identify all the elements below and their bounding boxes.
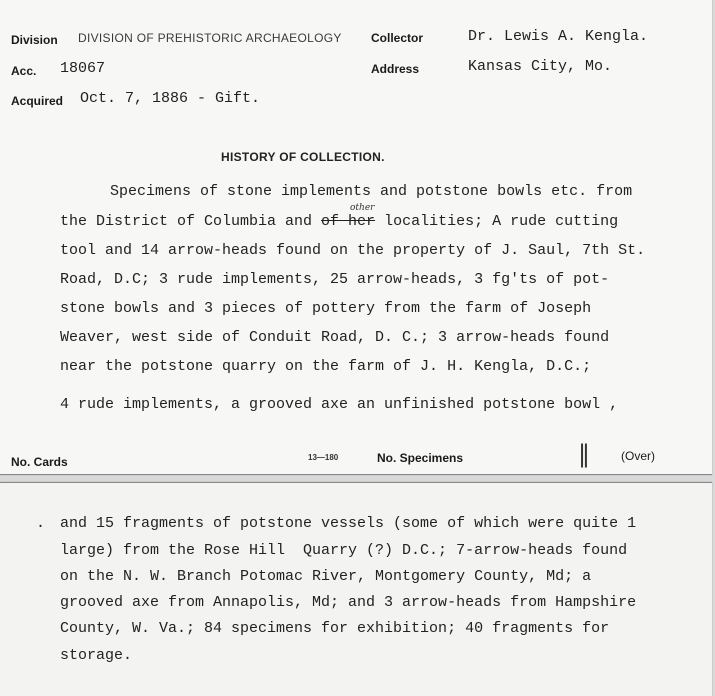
no-specimens-label: No. Specimens <box>377 451 464 465</box>
back-line-6: storage. <box>60 647 133 664</box>
history-line-6: Weaver, west side of Conduit Road, D. C.; 3 arrow-heads found <box>60 329 610 346</box>
bullet-dot: . <box>36 515 46 532</box>
back-line-2: large) from the Rose Hill Quarry (?) D.C.; 7-arrow-heads found <box>60 542 628 559</box>
history-line-4: Road, D.C; 3 rude implements, 25 arrow-heads, 3 fg'ts of pot- <box>60 271 610 288</box>
catalog-card-back <box>0 482 712 696</box>
division-value: DIVISION OF PREHISTORIC ARCHAEOLOGY <box>78 31 342 45</box>
pencil-mark-icon: ‖ <box>578 440 590 468</box>
back-line-5: County, W. Va.; 84 specimens for exhibition; 40 fragments for <box>60 620 610 637</box>
history-line-5: stone bowls and 3 pieces of pottery from the farm of Joseph <box>60 300 592 317</box>
history-line-1: Specimens of stone implements and potstone bowls etc. from <box>110 183 633 200</box>
back-line-4: grooved axe from Annapolis, Md; and 3 arrow-heads from Hampshire <box>60 594 637 611</box>
back-line-3: on the N. W. Branch Potomac River, Montgomery County, Md; a <box>60 568 592 585</box>
history-line-2-start: the District of Columbia and <box>60 213 322 230</box>
address-label: Address <box>371 62 420 76</box>
inserted-word: other <box>350 203 375 213</box>
acquired-label: Acquired <box>11 94 64 108</box>
collector-label: Collector <box>371 31 424 45</box>
address-value: Kansas City, Mo. <box>468 58 613 75</box>
back-line-1: and 15 fragments of potstone vessels (some of which were quite 1 <box>60 515 637 532</box>
history-title: HISTORY OF COLLECTION. <box>221 150 385 164</box>
history-line-8: 4 rude implements, a grooved axe an unfinished potstone bowl , <box>60 396 619 413</box>
no-cards-label: No. Cards <box>11 455 68 469</box>
division-label: Division <box>11 33 58 47</box>
acc-value: 18067 <box>60 60 106 77</box>
acc-label: Acc. <box>11 64 37 78</box>
history-line-3: tool and 14 arrow-heads found on the property of J. Saul, 7th St. <box>60 242 646 259</box>
form-number: 13—180 <box>308 453 339 462</box>
over-label: (Over) <box>621 449 655 463</box>
collector-value: Dr. Lewis A. Kengla. <box>468 28 649 45</box>
history-line-2-end: localities; A rude cutting <box>375 213 619 230</box>
struck-word: of her <box>321 213 376 230</box>
history-line-2 <box>60 213 618 230</box>
history-line-7: near the potstone quarry on the farm of J. H. Kengla, D.C.; <box>60 358 592 375</box>
acquired-value: Oct. 7, 1886 - Gift. <box>80 90 261 107</box>
